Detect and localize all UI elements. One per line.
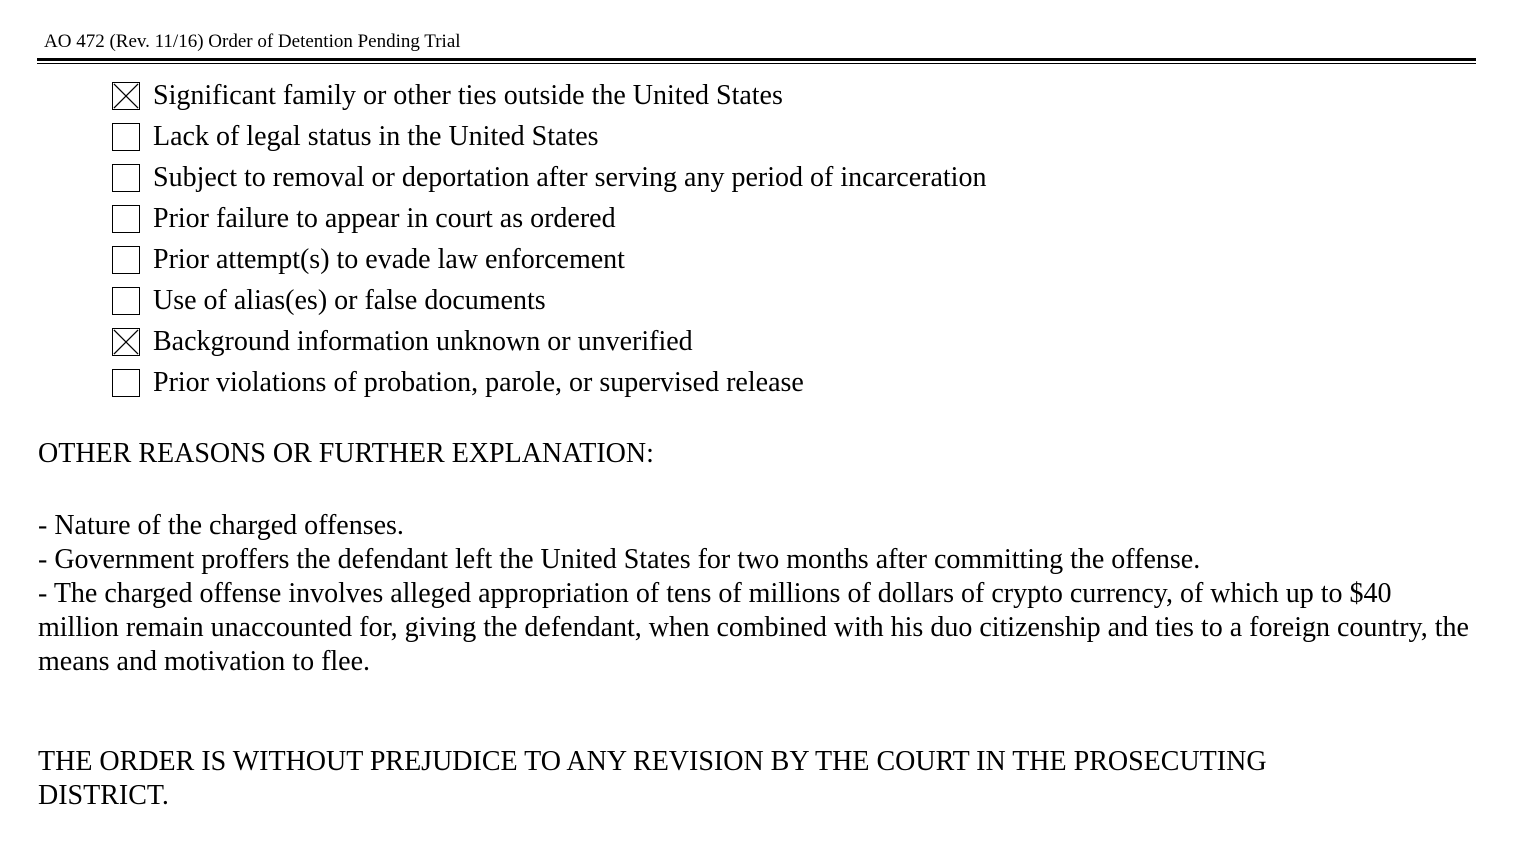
checkbox-failure-to-appear[interactable] (112, 205, 140, 233)
checklist-item-prior-violations (112, 362, 986, 403)
checklist-label: Prior attempt(s) to evade law enforcement (153, 243, 625, 275)
checklist-label: Prior violations of probation, parole, or supervised release (153, 366, 804, 398)
checklist-item-removal (112, 157, 986, 198)
checklist-item-legal-status (112, 116, 986, 157)
checkbox-background-unknown[interactable] (112, 328, 140, 356)
checklist-item-failure-to-appear (112, 198, 986, 239)
x-mark-icon (113, 83, 139, 109)
checklist-label: Use of alias(es) or false documents (153, 284, 546, 316)
checklist-item-evade-law (112, 239, 986, 280)
header-rule-thin (37, 63, 1476, 64)
checklist-item-alias (112, 280, 986, 321)
detention-factors-checklist (112, 75, 986, 403)
checklist-item-family-ties (112, 75, 986, 116)
checkbox-evade-law[interactable] (112, 246, 140, 274)
checklist-label: Prior failure to appear in court as ordered (153, 202, 616, 234)
checklist-item-background-unknown (112, 321, 986, 362)
reason-item: - The charged offense involves alleged appropriation of tens of millions of dollars of crypto currency, of which up to $40 million remain unaccounted for, giving the defendant, when combined with his duo citizenship and ties to a foreign country, the means and motivation to flee. (38, 578, 1469, 677)
checkbox-removal[interactable] (112, 164, 140, 192)
checkbox-prior-violations[interactable] (112, 369, 140, 397)
other-reasons-heading: OTHER REASONS OR FURTHER EXPLANATION: (38, 438, 654, 469)
other-reasons-body (38, 509, 1478, 679)
checkbox-family-ties[interactable] (112, 82, 140, 110)
checkbox-alias[interactable] (112, 287, 140, 315)
checklist-label: Significant family or other ties outside the United States (153, 79, 783, 111)
form-header: AO 472 (Rev. 11/16) Order of Detention Pending Trial (44, 31, 461, 52)
reason-item: - Government proffers the defendant left the United States for two months after committing the offense. (38, 544, 1201, 575)
checklist-label: Lack of legal status in the United States (153, 120, 599, 152)
order-note: THE ORDER IS WITHOUT PREJUDICE TO ANY REVISION BY THE COURT IN THE PROSECUTING DISTRICT. (38, 746, 1267, 811)
checklist-label: Background information unknown or unverified (153, 325, 693, 357)
checklist-label: Subject to removal or deportation after serving any period of incarceration (153, 161, 987, 193)
x-mark-icon (113, 329, 139, 355)
header-rule-thick (37, 58, 1476, 61)
reason-item: - Nature of the charged offenses. (38, 510, 404, 541)
checkbox-legal-status[interactable] (112, 123, 140, 151)
